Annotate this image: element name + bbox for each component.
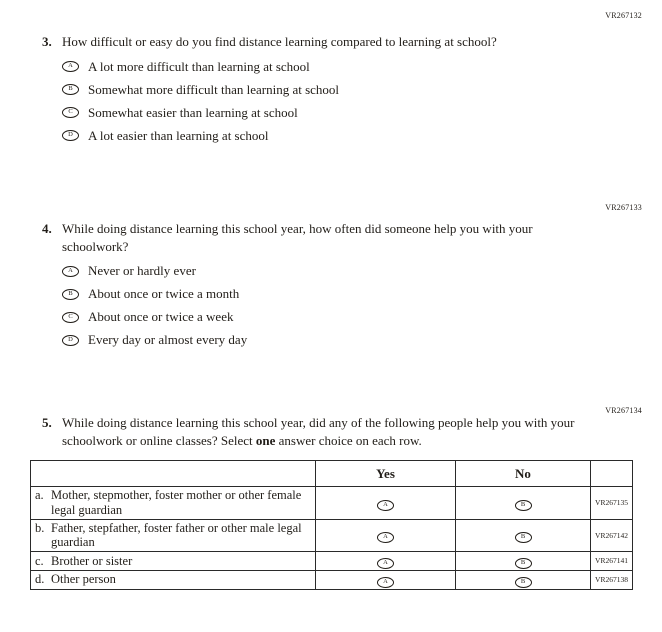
q5-bold-word: one — [255, 432, 276, 448]
question-4 — [42, 220, 602, 355]
answer-oval-icon[interactable] — [377, 577, 394, 588]
row-c-label-cell — [31, 552, 316, 571]
q5-text-part2: answer choice on each row. — [275, 432, 422, 448]
answer-oval-icon[interactable] — [62, 266, 79, 277]
row-letter: c. — [35, 553, 44, 568]
row-b-code: VR267142 — [591, 519, 633, 552]
header-empty-cell — [31, 461, 316, 487]
answer-oval-icon[interactable] — [377, 558, 394, 569]
row-a-no-cell — [456, 487, 591, 520]
oval-letter: A — [68, 62, 73, 70]
oval-letter: A — [383, 500, 388, 508]
row-text: Other person — [51, 572, 116, 587]
question4-options — [62, 263, 602, 348]
oval-letter: C — [68, 108, 73, 116]
q3-option-b[interactable] — [62, 82, 602, 98]
question5-code: VR267134 — [605, 406, 642, 415]
question4-text: While doing distance learning this school year, how often did someone help you with your schoolwork? — [62, 221, 533, 254]
answer-oval-icon[interactable] — [62, 335, 79, 346]
row-d-yes-cell — [316, 570, 456, 589]
option-label: About once or twice a month — [88, 286, 240, 302]
answer-oval-icon[interactable] — [515, 558, 532, 569]
table-header-row — [31, 461, 633, 487]
question3-code: VR267132 — [605, 11, 642, 20]
row-d-code: VR267138 — [591, 570, 633, 589]
answer-oval-icon[interactable] — [62, 84, 79, 95]
oval-letter: B — [68, 85, 73, 93]
table-row-d — [31, 570, 633, 589]
row-a-label-cell — [31, 487, 316, 520]
option-label: Somewhat easier than learning at school — [88, 104, 298, 120]
q5-answer-table — [30, 460, 633, 590]
oval-letter: B — [520, 577, 526, 585]
table-row-c — [31, 552, 633, 571]
q5-text-part1: While doing distance learning this school year, did any of the following people help you with your schoolwork or online classes? Select — [62, 415, 575, 448]
question3-text: How difficult or easy do you find distance learning compared to learning at school? — [62, 34, 497, 49]
question-3 — [42, 33, 602, 151]
row-a-yes-cell — [316, 487, 456, 520]
row-b-yes-cell — [316, 519, 456, 552]
oval-letter: A — [383, 577, 388, 585]
question5-number: 5. — [42, 415, 52, 430]
answer-oval-icon[interactable] — [62, 312, 79, 323]
question3-number: 3. — [42, 34, 52, 49]
question4-code: VR267133 — [605, 203, 642, 212]
answer-oval-icon[interactable] — [377, 500, 394, 511]
oval-letter: D — [68, 335, 73, 343]
answer-oval-icon[interactable] — [515, 577, 532, 588]
option-label: Every day or almost every day — [88, 332, 248, 348]
row-a-code: VR267135 — [591, 487, 633, 520]
answer-oval-icon[interactable] — [62, 130, 79, 141]
q3-option-c[interactable] — [62, 105, 602, 121]
option-label: About once or twice a week — [88, 309, 234, 325]
header-code-cell — [591, 461, 633, 487]
oval-letter: A — [68, 266, 73, 274]
oval-letter: B — [520, 533, 526, 541]
row-b-no-cell — [456, 519, 591, 552]
row-c-yes-cell — [316, 552, 456, 571]
question4-number: 4. — [42, 221, 52, 236]
question5-text — [62, 414, 602, 449]
table-row-b — [31, 519, 633, 552]
row-b-label-cell — [31, 519, 316, 552]
oval-letter: C — [68, 312, 73, 320]
question-5 — [42, 414, 602, 449]
option-label: Somewhat more difficult than learning at school — [88, 81, 340, 97]
answer-oval-icon[interactable] — [62, 61, 79, 72]
row-text: Father, stepfather, foster father or other male legal guardian — [51, 520, 302, 550]
table-row-a — [31, 487, 633, 520]
row-letter: d. — [35, 572, 45, 587]
option-label: A lot easier than learning at school — [88, 127, 269, 143]
q3-option-d[interactable] — [62, 128, 602, 144]
oval-letter: A — [383, 559, 388, 566]
option-label: Never or hardly ever — [88, 263, 196, 279]
q4-option-d[interactable] — [62, 332, 602, 348]
answer-oval-icon[interactable] — [62, 107, 79, 118]
oval-letter: B — [68, 289, 73, 297]
row-letter: a. — [35, 488, 44, 502]
answer-oval-icon[interactable] — [515, 532, 532, 543]
answer-oval-icon[interactable] — [515, 500, 532, 511]
oval-letter: D — [68, 131, 73, 139]
answer-oval-icon[interactable] — [62, 289, 79, 300]
header-no: No — [456, 461, 591, 487]
oval-letter: A — [383, 533, 388, 541]
question3-options — [62, 59, 602, 144]
row-d-no-cell — [456, 570, 591, 589]
q4-option-c[interactable] — [62, 309, 602, 325]
row-c-code: VR267141 — [591, 552, 633, 571]
row-letter: b. — [35, 520, 45, 535]
header-yes: Yes — [316, 461, 456, 487]
row-text: Brother or sister — [51, 553, 133, 568]
oval-letter: B — [520, 559, 526, 566]
row-text: Mother, stepmother, foster mother or other female legal guardian — [51, 488, 302, 517]
option-label: A lot more difficult than learning at school — [88, 58, 310, 74]
answer-oval-icon[interactable] — [377, 532, 394, 543]
oval-letter: B — [520, 500, 526, 508]
q3-option-a[interactable] — [62, 59, 602, 75]
q4-option-b[interactable] — [62, 286, 602, 302]
row-c-no-cell — [456, 552, 591, 571]
row-d-label-cell — [31, 570, 316, 589]
q4-option-a[interactable] — [62, 263, 602, 279]
